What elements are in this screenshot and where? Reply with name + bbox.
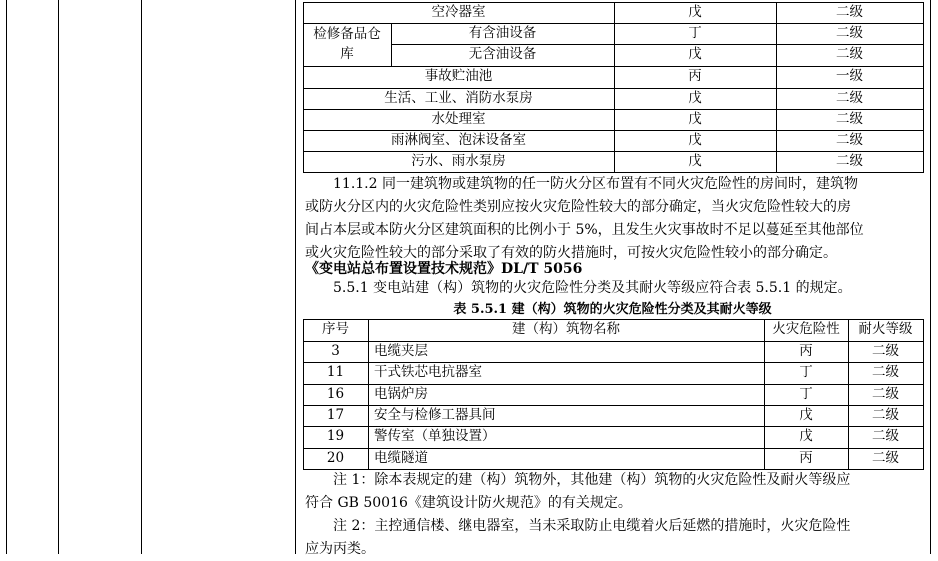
outer-col-line <box>295 0 296 554</box>
table-cell-no: 19 <box>326 428 345 445</box>
table-notes <box>305 469 920 561</box>
note-line: 应为丙类。 <box>305 541 375 557</box>
table-cell-grade: 二级 <box>836 110 863 127</box>
table-cell-no: 17 <box>326 406 345 423</box>
table-cell-name: 干式铁芯电抗器室 <box>374 364 482 381</box>
table-cell-grade: 二级 <box>836 3 863 20</box>
text-line: 《变电站总布置设置技术规范》DL/T 5056 <box>305 261 583 277</box>
table-cell-hazard: 戊 <box>688 131 702 148</box>
note-line: 符合 GB 50016《建筑设计防火规范》的有关规定。 <box>305 495 632 511</box>
table-cell-grade: 二级 <box>872 428 899 445</box>
table-cell-no: 3 <box>331 342 340 359</box>
table-cell-name: 污水、雨水泵房 <box>411 152 506 169</box>
table-cell-grade: 二级 <box>836 131 863 148</box>
table-cell-name: 有含油设备 <box>468 24 537 41</box>
table-cell-name: 事故贮油池 <box>424 68 493 85</box>
table-cell-grade: 二级 <box>836 24 863 41</box>
table-cell-hazard: 丁 <box>688 24 702 41</box>
outer-col-line <box>141 0 142 554</box>
table-cell-name: 生活、工业、消防水泵房 <box>384 89 533 106</box>
table-cell-hazard: 戊 <box>799 428 813 445</box>
table-cell-hazard: 丙 <box>799 449 813 466</box>
table-cell-hazard: 丁 <box>799 385 813 402</box>
clause-5-5-1 <box>305 277 920 300</box>
outer-col-line <box>58 0 59 554</box>
table-cell-hazard: 戊 <box>799 406 813 423</box>
table-cell-hazard: 戊 <box>688 46 702 63</box>
note-line: 注 1：除本表规定的建（构）筑物外，其他建（构）筑物的火灾危险性及耐火等级应 <box>333 472 851 488</box>
table-cell-grade: 二级 <box>836 152 863 169</box>
table-cell-hazard: 丙 <box>799 342 813 359</box>
clause-11-1-2 <box>305 173 920 265</box>
outer-col-line <box>930 0 931 554</box>
column-header-name: 建（构）筑物名称 <box>512 321 620 338</box>
table-cell-hazard: 戊 <box>688 89 702 106</box>
table-cell-grade: 二级 <box>872 385 899 402</box>
table-cell-name: 安全与检修工器具间 <box>374 406 496 423</box>
table-cell-hazard: 丙 <box>688 68 702 85</box>
text-line: 或火灾危险性较大的部分采取了有效的防火措施时，可按火灾危险性较小的部分确定。 <box>305 245 837 261</box>
outer-col-line <box>6 0 7 554</box>
table-cell-grade: 二级 <box>872 449 899 466</box>
table-cell-name: 雨淋阀室、泡沫设备室 <box>391 131 526 148</box>
table-cell-name: 电缆隧道 <box>374 449 428 466</box>
table-cell-grade: 二级 <box>836 46 863 63</box>
table-cell-hazard: 丁 <box>799 364 813 381</box>
column-header-no: 序号 <box>322 321 349 338</box>
text-line: 间占本层或本防火分区建筑面积的比例小于 5%，且发生火灾事故时不足以蔓延至其他部位 <box>305 222 864 238</box>
table-cell-no: 16 <box>326 385 345 402</box>
column-header-hazard: 火灾危险性 <box>772 321 840 338</box>
table-cell-name: 警传室（单独设置） <box>374 428 496 445</box>
table-cell-name: 电缆夹层 <box>374 342 428 359</box>
group-label-line: 检修备品仓 <box>313 26 381 42</box>
table-cell-grade: 二级 <box>872 364 899 381</box>
table-cell-grade: 一级 <box>836 68 863 85</box>
table-cell-grade: 二级 <box>872 406 899 423</box>
table-cell-grade: 二级 <box>836 89 863 106</box>
column-header-grade: 耐火等级 <box>858 321 913 338</box>
table-cell-grade: 二级 <box>872 342 899 359</box>
table-cell-hazard: 戊 <box>688 110 702 127</box>
table-caption: 表 5.5.1 建（构）筑物的火灾危险性分类及其耐火等级 <box>453 301 772 317</box>
text-line: 11.1.2 同一建筑物或建筑物的任一防火分区布置有不同火灾危险性的房间时，建筑物 <box>333 176 858 192</box>
table-cell-hazard: 戊 <box>688 3 702 20</box>
table-cell-name: 无含油设备 <box>468 46 537 63</box>
table-cell-name: 水处理室 <box>431 110 486 127</box>
table-cell-hazard: 戊 <box>688 152 702 169</box>
text-line: 5.5.1 变电站建（构）筑物的火灾危险性分类及其耐火等级应符合表 5.5.1 的规定。 <box>333 280 852 296</box>
group-label-line: 库 <box>340 45 354 62</box>
table-cell-no: 11 <box>326 364 345 381</box>
table-cell-name: 空冷器室 <box>431 3 486 20</box>
table-cell-name: 电锅炉房 <box>374 385 428 402</box>
table-group-label <box>303 23 391 66</box>
note-line: 注 2：主控通信楼、继电器室，当未采取防止电缆着火后延燃的措施时，火灾危险性 <box>333 518 851 534</box>
text-line: 或防火分区内的火灾危险性类别应按火灾危险性较大的部分确定，当火灾危险性较大的房 <box>305 199 851 215</box>
table-cell-no: 20 <box>326 449 345 466</box>
